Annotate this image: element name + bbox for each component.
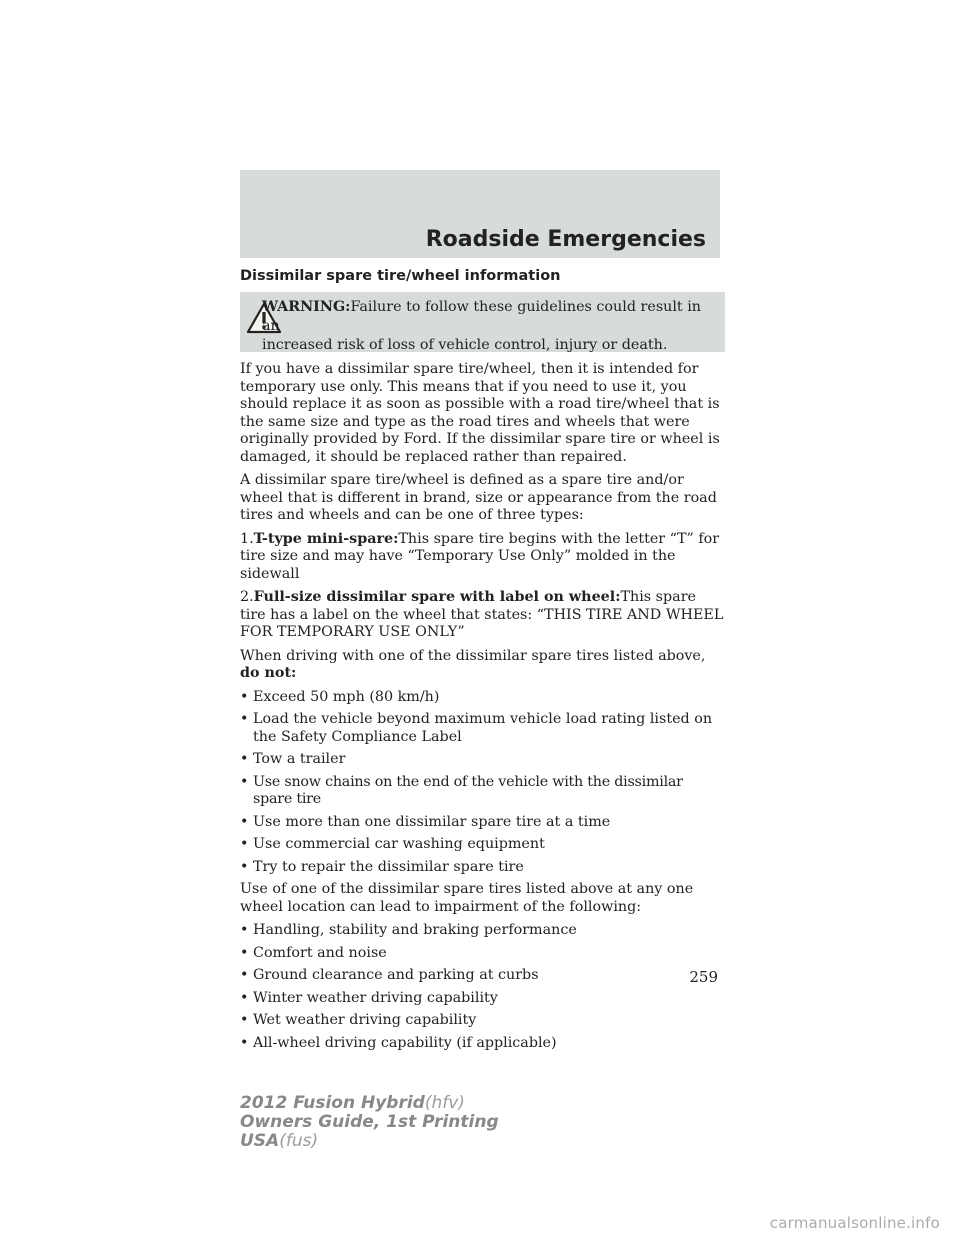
- footer-market-code: (fus): [279, 1131, 319, 1151]
- item-text: This spare tire has a label on the wheel that states: “THIS TIRE AND WHEEL FOR TEMPORARY USE ONLY”: [240, 589, 724, 640]
- section-header: [240, 170, 720, 258]
- do-not-intro: When driving with one of the dissimilar spare tires listed above,: [240, 647, 706, 664]
- list-item: • Try to repair the dissimilar spare tire: [240, 859, 725, 877]
- footer-edition: Owners Guide, 1st Printing: [240, 1112, 499, 1132]
- list-item: • Handling, stability and braking performance: [240, 922, 725, 940]
- footer-code: (hfv): [424, 1093, 465, 1113]
- list-item: • Use snow chains on the end of the vehicle with the dissimilar spare tire: [240, 774, 725, 809]
- list-item: • Winter weather driving capability: [240, 990, 725, 1008]
- watermark: carmanualsonline.info: [769, 1214, 940, 1232]
- list-item: • Ground clearance and parking at curbs: [240, 967, 725, 985]
- list-item: • Wet weather driving capability: [240, 1012, 725, 1030]
- numbered-item-1: [240, 531, 725, 584]
- list-item: • All-wheel driving capability (if applicable): [240, 1035, 725, 1053]
- item-text: This spare tire begins with the letter “T” for tire size and may have “Temporary Use Only” molded in the sidewall: [240, 530, 720, 582]
- item-number: 2.: [240, 589, 254, 605]
- warning-text: [262, 298, 717, 355]
- list-item: • Use commercial car washing equipment: [240, 836, 725, 854]
- warning-label: WARNING:: [262, 299, 351, 315]
- warning-line2: increased risk of loss of vehicle control, injury or death.: [262, 337, 668, 353]
- footer: [240, 1094, 499, 1151]
- list-item: • Tow a trailer: [240, 751, 725, 769]
- item-number: 1.: [240, 530, 254, 547]
- list-item: • Load the vehicle beyond maximum vehicle load rating listed on the Safety Compliance Label: [240, 711, 725, 746]
- footer-model: 2012 Fusion Hybrid: [240, 1093, 425, 1113]
- do-not-list: [240, 689, 725, 877]
- page-content: [240, 268, 725, 1057]
- list-item: • Comfort and noise: [240, 945, 725, 963]
- section-title: Dissimilar spare tire/wheel information: [240, 268, 561, 284]
- paragraph-definition: A dissimilar spare tire/wheel is defined as a spare tire and/or wheel that is different in brand, size or appearance from the road tires and wheels and can be one of three types:: [240, 472, 717, 523]
- header-title: Roadside Emergencies: [425, 227, 706, 252]
- impairment-list: [240, 922, 725, 1052]
- paragraph-impairment: Use of one of the dissimilar spare tires listed above at any one wheel location can lead to impairment of the following:: [240, 881, 694, 915]
- paragraph-intro: If you have a dissimilar spare tire/wheel, then it is intended for temporary use only. This means that if you need to use it, you should replace it as soon as possible with a road tire/wheel that is the same size and type as the road tires and wheels that were originally provided by Ford. If the dissimilar spare tire or wheel is damaged, it should be replaced rather than repaired.: [240, 361, 720, 465]
- footer-market: USA: [240, 1131, 280, 1151]
- list-item: • Use more than one dissimilar spare tire at a time: [240, 814, 725, 832]
- do-not-label: do not:: [240, 665, 297, 681]
- page-number: 259: [689, 968, 718, 986]
- list-item: • Exceed 50 mph (80 km/h): [240, 689, 725, 707]
- warning-box: [240, 292, 725, 352]
- numbered-item-2: [240, 589, 725, 642]
- item-title: T-type mini-spare:: [253, 530, 399, 547]
- paragraph-do-not: [240, 648, 725, 683]
- item-title: Full-size dissimilar spare with label on wheel:: [253, 589, 621, 605]
- warning-line1: Failure to follow these guidelines could result in an: [262, 299, 702, 334]
